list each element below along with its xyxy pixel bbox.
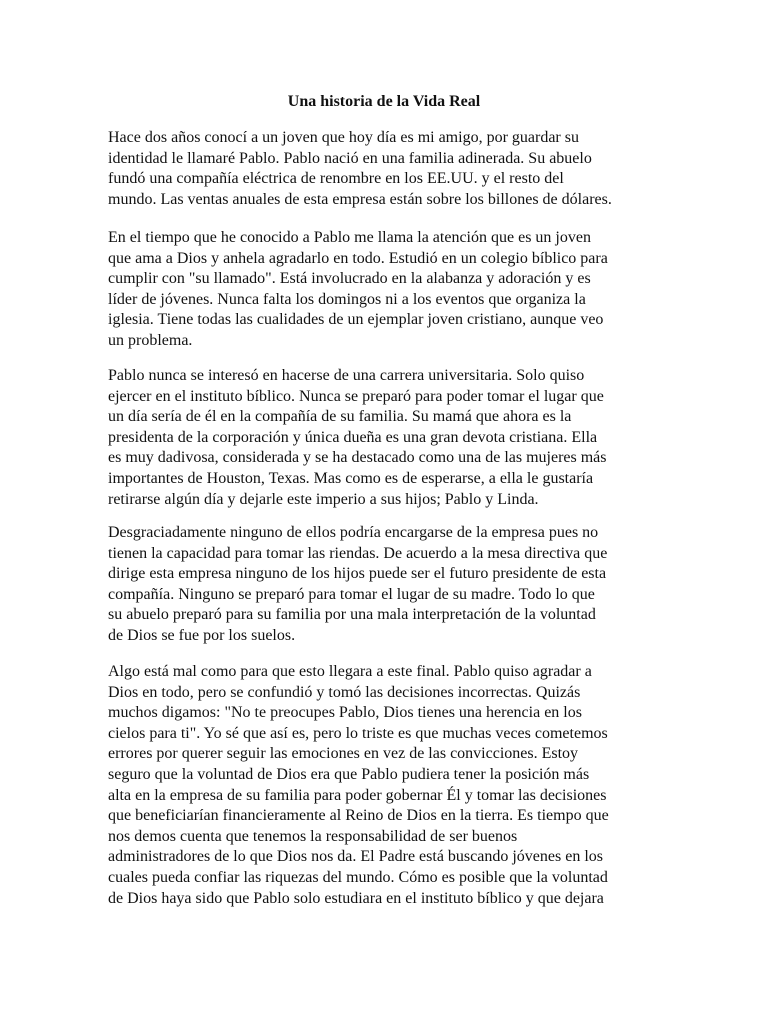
paragraph-4: [108, 523, 607, 647]
text-line: líder de jóvenes. Nunca falta los domingos ni a los eventos que organiza la: [108, 290, 586, 308]
text-line: presidenta de la corporación y única dueña es una gran devota cristiana. Ella: [108, 428, 598, 446]
text-line: En el tiempo que he conocido a Pablo me llama la atención que es un joven: [108, 229, 591, 246]
text-line: retirarse algún día y dejarle este imperio a sus hijos; Pablo y Linda.: [108, 490, 539, 508]
text-line: de Dios se fue por los suelos.: [108, 626, 296, 644]
text-line: Hace dos años conocí a un joven que hoy día es mi amigo, por guardar su: [108, 129, 579, 146]
text-line: iglesia. Tiene todas las cualidades de un ejemplar joven cristiano, aunque veo: [108, 311, 604, 329]
text-line: administradores de lo que Dios nos da. El Padre está buscando jóvenes en los: [108, 848, 603, 866]
text-line: identidad le llamaré Pablo. Pablo nació en una familia adinerada. Su abuelo: [108, 149, 592, 167]
text-line: cumplir con "su llamado". Está involucrado en la alabanza y adoración y es: [108, 270, 591, 288]
text-line: un día sería de él en la compañía de su familia. Su mamá que ahora es la: [108, 408, 572, 426]
text-line: seguro que la voluntad de Dios era que Pablo pudiera tener la posición más: [108, 765, 590, 783]
text-line: Desgraciadamente ninguno de ellos podría encargarse de la empresa pues no: [108, 524, 599, 541]
text-line: mundo. Las ventas anuales de esta empresa están sobre los billones de dólares.: [108, 190, 612, 208]
text-line: importantes de Houston, Texas. Mas como es de esperarse, a ella le gustaría: [108, 469, 594, 487]
text-line: errores por querer seguir las emociones en vez de las convicciones. Estoy: [108, 745, 579, 763]
text-line: ejercer en el instituto bíblico. Nunca se preparó para poder tomar el lugar que: [108, 387, 604, 405]
text-line: cuales pueda confiar las riquezas del mundo. Cómo es posible que la voluntad: [108, 868, 608, 886]
text-line: compañía. Ninguno se preparó para tomar el lugar de su madre. Todo lo que: [108, 585, 595, 603]
paragraph-5: [108, 662, 609, 909]
text-line: tienen la capacidad para tomar las riendas. De acuerdo a la mesa directiva que: [108, 544, 608, 562]
document-title: Una historia de la Vida Real: [287, 93, 481, 110]
text-line: de Dios haya sido que Pablo solo estudiara en el instituto bíblico y que dejara: [108, 889, 604, 907]
text-line: su abuelo preparó para su familia por una mala interpretación de la voluntad: [108, 606, 596, 624]
text-line: que beneficiarían financieramente al Reino de Dios en la tierra. Es tiempo que: [108, 807, 609, 825]
text-line: que ama a Dios y anhela agradarlo en todo. Estudió en un colegio bíblico para: [108, 249, 608, 267]
text-line: es muy dadivosa, considerada y se ha destacado como una de las mujeres más: [108, 449, 607, 467]
text-line: alta en la empresa de su familia para poder gobernar Él y tomar las decisiones: [108, 786, 607, 804]
text-line: nos demos cuenta que tenemos la responsabilidad de ser buenos: [108, 827, 518, 845]
text-line: Algo está mal como para que esto llegara a este final. Pablo quiso agradar a: [108, 663, 592, 680]
text-line: fundó una compañía eléctrica de renombre en los EE.UU. y el resto del: [108, 170, 564, 188]
text-line: cielos para ti". Yo sé que así es, pero lo triste es que muchas veces cometemos: [108, 724, 608, 742]
paragraph-2: [108, 228, 608, 352]
text-line: un problema.: [108, 331, 193, 349]
paragraph-1: [108, 128, 612, 210]
text-line: Pablo nunca se interesó en hacerse de una carrera universitaria. Solo quiso: [108, 367, 585, 384]
text-line: Dios en todo, pero se confundió y tomó las decisiones incorrectas. Quizás: [108, 683, 581, 701]
paragraph-3: [108, 366, 607, 510]
text-line: dirige esta empresa ninguno de los hijos puede ser el futuro presidente de esta: [108, 565, 607, 583]
text-line: muchos digamos: "No te preocupes Pablo, Dios tienes una herencia en los: [108, 704, 582, 722]
